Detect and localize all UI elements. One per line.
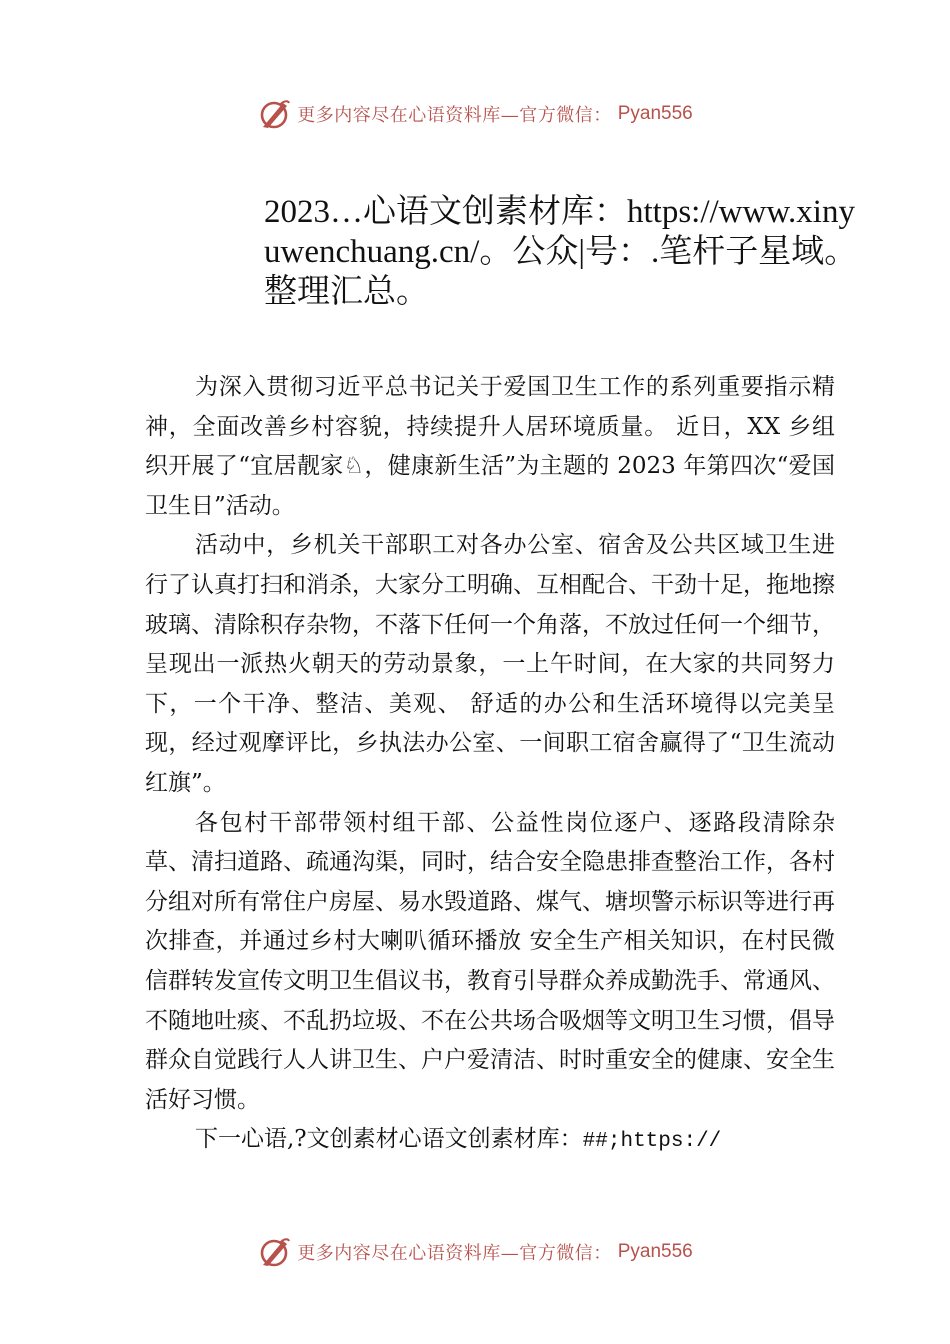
document-body	[145, 368, 835, 1162]
paragraph-intro: 为深入贯彻习近平总书记关于爱国卫生工作的系列重要指示精神，全面改善乡村容貌，持续提升人居环境质量。 近日，XX 乡组织开展了“宜居靓家♘，健康新生活”为主题的 2023 年第四次“爱国卫生日”活动。	[145, 374, 835, 519]
footer-banner-text: 更多内容尽在心语资料库—官方微信：	[297, 1243, 612, 1264]
header-banner-text: 更多内容尽在心语资料库—官方微信：	[297, 105, 612, 126]
pen-logo-icon	[257, 1235, 291, 1269]
header-wechat-id: Pyan556	[617, 103, 693, 124]
pen-logo-icon	[257, 97, 291, 131]
paragraph-activity: 活动中，乡机关干部职工对各办公室、宿舍及公共区域卫生进行了认真打扫和消杀，大家分工明确、互相配合、干劲十足，拖地擦玻璃、清除积存杂物，不落下任何一个角落，不放过任何一个细节，呈现出一派热火朝天的劳动景象，一上午时间，在大家的共同努力下，一个干净、整洁、美观、 舒适的办公和生活环境得以完美呈现，经过观摩评比，乡执法办公室、一间职工宿舍赢得了“卫生流动红旗”。	[145, 532, 835, 796]
header-banner	[0, 94, 950, 134]
header-banner-content	[257, 97, 693, 131]
footer-banner-content	[257, 1235, 693, 1269]
next-line-prefix: 下一心语,?文创素材心语文创素材库：	[195, 1126, 583, 1153]
next-line-link[interactable]: ##;https://	[582, 1130, 722, 1154]
footer-wechat-id: Pyan556	[617, 1241, 693, 1262]
next-line	[145, 1120, 835, 1162]
footer-banner	[0, 1232, 950, 1272]
document-title: 2023…心语文创素材库：https://www.xinyuwenchuang.cn/。公众|号：.笔杆子星域。整理汇总。	[264, 194, 858, 310]
paragraph-village: 各包村干部带领村组干部、公益性岗位逐户、逐路段清除杂草、清扫道路、疏通沟渠，同时，结合安全隐患排查整治工作，各村分组对所有常住户房屋、易水毁道路、煤气、塘坝警示标识等进行再次排查，并通过乡村大喇叭循环播放 安全生产相关知识，在村民微信群转发宣传文明卫生倡议书，教育引导群众养成勤洗手、常通风、不随地吐痰、不乱扔垃圾、不在公共场合吸烟等文明卫生习惯，倡导群众自觉践行人人讲卫生、户户爱清洁、时时重安全的健康、安全生活好习惯。	[145, 809, 835, 1113]
